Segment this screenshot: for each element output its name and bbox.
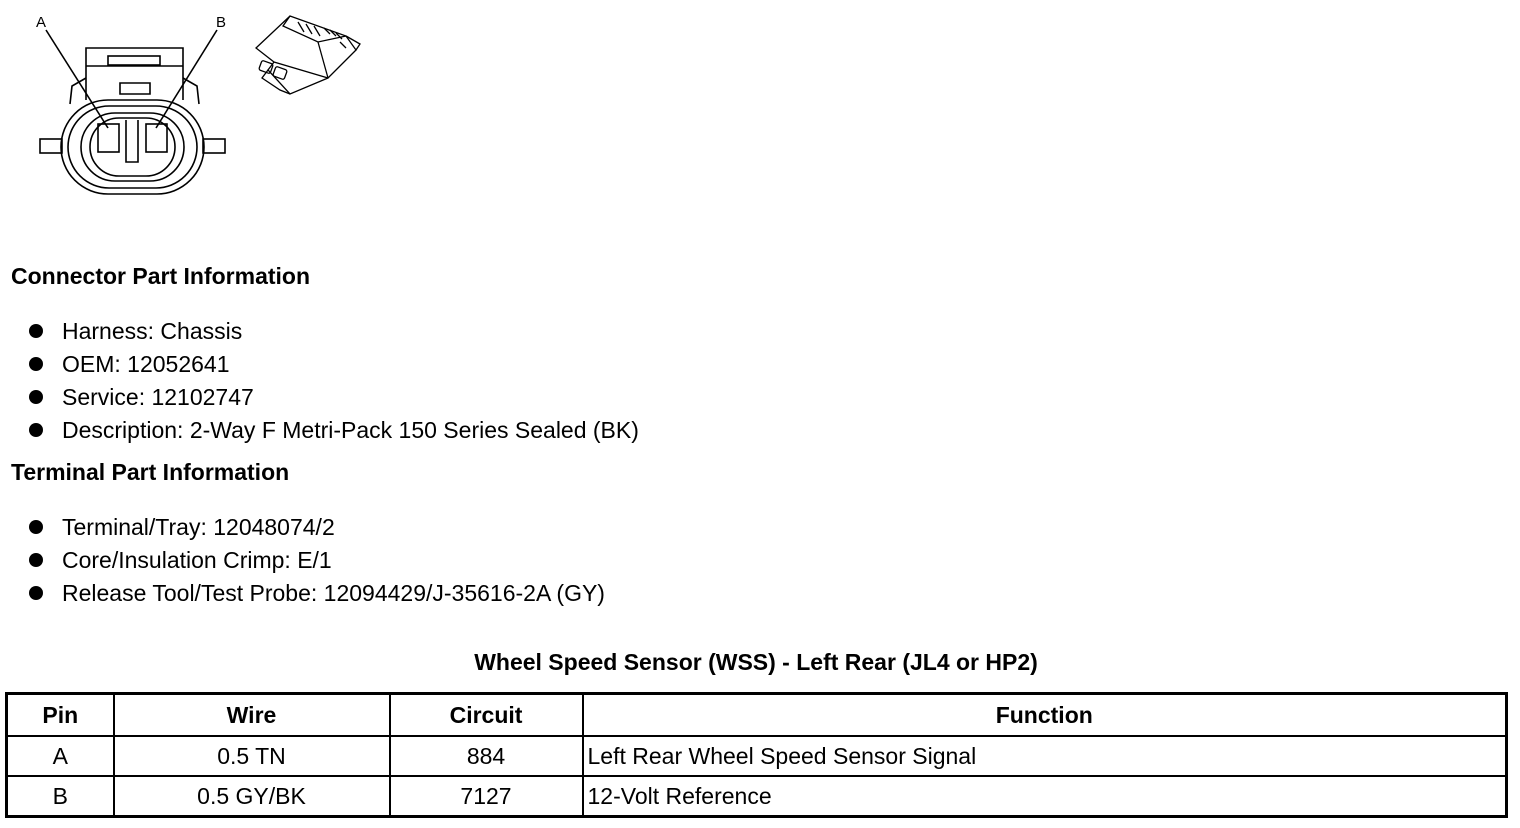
list-item bbox=[26, 546, 605, 579]
connector-drawing bbox=[28, 8, 368, 208]
pin-table bbox=[5, 692, 1508, 818]
table-row bbox=[7, 736, 1507, 776]
cell-circuit: 7127 bbox=[390, 776, 583, 817]
connector-face-view bbox=[40, 30, 225, 194]
list-item bbox=[26, 317, 639, 350]
cell-function: 12-Volt Reference bbox=[583, 776, 1507, 817]
list-item-text: Release Tool/Test Probe: 12094429/J-35616-2A (GY) bbox=[62, 580, 605, 606]
connector-isometric-view bbox=[256, 16, 360, 94]
terminal-part-information-list bbox=[26, 513, 605, 612]
connector-part-information-list bbox=[26, 317, 639, 449]
column-header-circuit: Circuit bbox=[390, 694, 583, 737]
cell-pin: B bbox=[7, 776, 114, 817]
cell-circuit: 884 bbox=[390, 736, 583, 776]
list-item bbox=[26, 579, 605, 612]
bullet-icon bbox=[29, 324, 43, 338]
bullet-icon bbox=[29, 357, 43, 371]
list-item bbox=[26, 416, 639, 449]
pin-b-label: B bbox=[216, 14, 227, 31]
list-item-text: Core/Insulation Crimp: E/1 bbox=[62, 547, 332, 573]
column-header-wire: Wire bbox=[114, 694, 390, 737]
list-item-text: Description: 2-Way F Metri-Pack 150 Series Sealed (BK) bbox=[62, 417, 639, 443]
list-item bbox=[26, 383, 639, 416]
cell-wire: 0.5 GY/BK bbox=[114, 776, 390, 817]
terminal-part-information-heading: Terminal Part Information bbox=[11, 459, 290, 485]
column-header-function: Function bbox=[583, 694, 1507, 737]
bullet-icon bbox=[29, 390, 43, 404]
list-item-text: Terminal/Tray: 12048074/2 bbox=[62, 514, 335, 540]
table-header-row bbox=[7, 694, 1507, 737]
bullet-icon bbox=[29, 586, 43, 600]
cell-function: Left Rear Wheel Speed Sensor Signal bbox=[583, 736, 1507, 776]
table-row bbox=[7, 776, 1507, 817]
list-item-text: Harness: Chassis bbox=[62, 318, 243, 344]
list-item bbox=[26, 513, 605, 546]
connector-diagram bbox=[28, 8, 368, 208]
list-item-text: Service: 12102747 bbox=[62, 384, 254, 410]
bullet-icon bbox=[29, 553, 43, 567]
list-item bbox=[26, 350, 639, 383]
column-header-pin: Pin bbox=[7, 694, 114, 737]
pin-a-label: A bbox=[36, 14, 47, 31]
bullet-icon bbox=[29, 520, 43, 534]
cell-wire: 0.5 TN bbox=[114, 736, 390, 776]
list-item-text: OEM: 12052641 bbox=[62, 351, 230, 377]
cell-pin: A bbox=[7, 736, 114, 776]
bullet-icon bbox=[29, 423, 43, 437]
pin-table-title: Wheel Speed Sensor (WSS) - Left Rear (JL4 or HP2) bbox=[474, 649, 1038, 675]
connector-part-information-heading: Connector Part Information bbox=[11, 263, 311, 289]
